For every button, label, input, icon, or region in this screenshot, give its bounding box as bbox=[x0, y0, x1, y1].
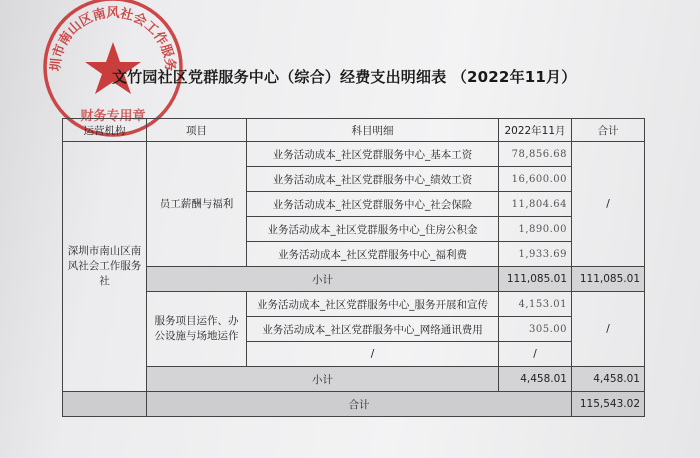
stamp-bottom-text: 财务专用章 bbox=[80, 109, 146, 124]
amount-cell: 11,804.64 bbox=[499, 192, 572, 217]
header-row bbox=[63, 119, 645, 142]
group2-name: 服务项目运作、办公设施与场地运作 bbox=[147, 292, 247, 367]
amount-cell: 1,933.69 bbox=[499, 242, 572, 267]
amount-cell: 1,890.00 bbox=[499, 217, 572, 242]
header-total: 合计 bbox=[572, 119, 645, 142]
amount-cell: 16,600.00 bbox=[499, 167, 572, 192]
header-item: 项目 bbox=[147, 119, 247, 142]
subtotal-month: 4,458.01 bbox=[499, 367, 572, 392]
grand-total-label: 合计 bbox=[147, 392, 572, 417]
group1-name: 员工薪酬与福利 bbox=[147, 142, 247, 267]
grand-total-blank bbox=[63, 392, 147, 417]
detail-cell: 业务活动成本_社区党群服务中心_绩效工资 bbox=[247, 167, 499, 192]
detail-cell: / bbox=[247, 342, 499, 367]
detail-cell: 业务活动成本_社区党群服务中心_福利费 bbox=[247, 242, 499, 267]
group1-total-slash: / bbox=[572, 142, 645, 267]
subtotal-month: 111,085.01 bbox=[499, 267, 572, 292]
detail-cell: 业务活动成本_社区党群服务中心_社会保险 bbox=[247, 192, 499, 217]
grand-total-value: 115,543.02 bbox=[572, 392, 645, 417]
expense-table bbox=[62, 118, 645, 417]
detail-cell: 业务活动成本_社区党群服务中心_住房公积金 bbox=[247, 217, 499, 242]
page-title: 文竹园社区党群服务中心（综合）经费支出明细表 （2022年11月） bbox=[112, 68, 577, 86]
detail-cell: 业务活动成本_社区党群服务中心_基本工资 bbox=[247, 142, 499, 167]
subtotal-total: 4,458.01 bbox=[572, 367, 645, 392]
group2-total-slash: / bbox=[572, 292, 645, 367]
subtotal-row bbox=[63, 367, 645, 392]
amount-cell: 78,856.68 bbox=[499, 142, 572, 167]
grand-total-row bbox=[63, 392, 645, 417]
detail-cell: 业务活动成本_社区党群服务中心_网络通讯费用 bbox=[247, 317, 499, 342]
detail-cell: 业务活动成本_社区党群服务中心_服务开展和宣传 bbox=[247, 292, 499, 317]
subtotal-total: 111,085.01 bbox=[572, 267, 645, 292]
org-name-cell: 深圳市南山区南风社会工作服务社 bbox=[63, 142, 147, 392]
header-month: 2022年11月 bbox=[499, 119, 572, 142]
subtotal-label: 小计 bbox=[147, 267, 499, 292]
amount-cell: / bbox=[499, 342, 572, 367]
table-row bbox=[63, 142, 645, 167]
header-org: 运营机构 bbox=[63, 119, 147, 142]
subtotal-row bbox=[63, 267, 645, 292]
table-row bbox=[63, 292, 645, 317]
header-detail: 科目明细 bbox=[247, 119, 499, 142]
stamp-top-text: 圳市南山区南风社会工作服务 bbox=[48, 6, 178, 72]
amount-cell: 4,153.01 bbox=[499, 292, 572, 317]
subtotal-label: 小计 bbox=[147, 367, 499, 392]
amount-cell: 305.00 bbox=[499, 317, 572, 342]
